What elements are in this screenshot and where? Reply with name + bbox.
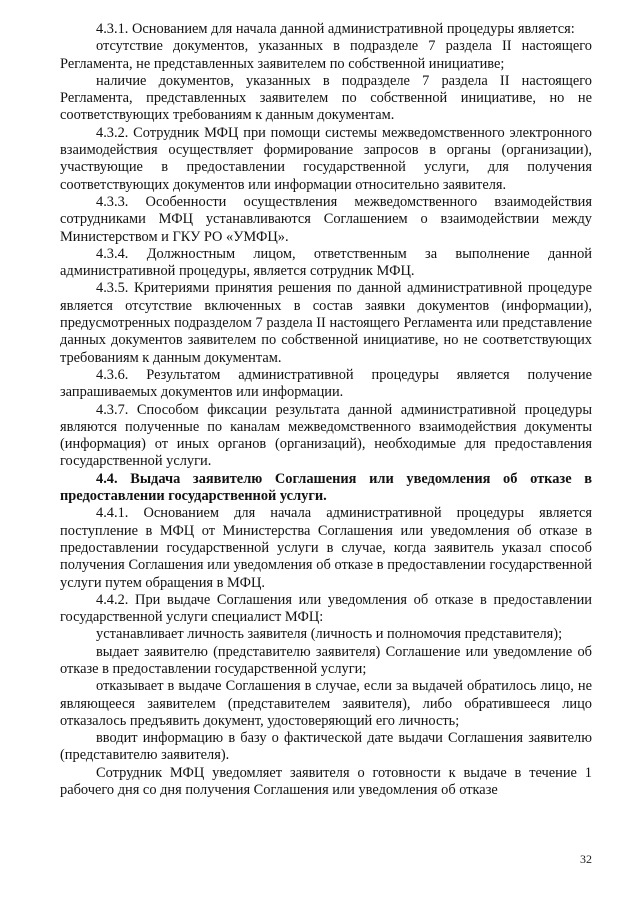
paragraph-4-4-2: 4.4.2. При выдаче Соглашения или уведомления об отказе в предоставлении государственной услуги специалист МФЦ: (60, 591, 592, 626)
paragraph-4-3-5: 4.3.5. Критериями принятия решения по данной административной процедуре является отсутствие включенных в состав заявки документов (информации), предусмотренных подразделом 7 раздела II настоящего Регламента или представление данных документов заявителем по собственной инициативе, но не соответствующих требованиям к данным документам. (60, 280, 592, 366)
document-body (60, 21, 592, 799)
list-item-identify: устанавливает личность заявителя (личность и полномочия представителя); (96, 626, 563, 643)
paragraph-4-3-4: 4.3.4. Должностным лицом, ответственным за выполнение данной административной процедуры, является сотрудник МФЦ. (60, 245, 592, 280)
list-item-absence: отсутствие документов, указанных в подразделе 7 раздела II настоящего Регламента, не представленных заявителем по собственной инициативе; (60, 38, 592, 72)
list-item-refuse: отказывает в выдаче Соглашения в случае, если за выдачей обратилось лицо, не являющееся заявителем (представителем заявителя), либо обратившееся лицо отказалось предъявить документ, удостоверяющий его личность; (60, 678, 592, 729)
paragraph-4-3-3: 4.3.3. Особенности осуществления межведомственного взаимодействия сотрудниками МФЦ устанавливаются Соглашением о взаимодействии между Министерством и ГКУ РО «УМФЦ». (60, 193, 592, 245)
list-item-presence: наличие документов, указанных в подразделе 7 раздела II настоящего Регламента, представленных заявителем по собственной инициативе, но не соответствующих требованиям к данным документам. (60, 72, 592, 124)
paragraph-notify: Сотрудник МФЦ уведомляет заявителя о готовности к выдаче в течение 1 рабочего дня со дня получения Соглашения или уведомления об отказе (60, 764, 592, 799)
paragraph-4-4-1: 4.4.1. Основанием для начала административной процедуры является поступление в МФЦ от Министерства Соглашения или уведомления об отказе в предоставлении государственной услуги в случае, когда заявитель указал способ получения Соглашения или уведомления об отказе в предоставлении государственной услуги путем обращения в МФЦ. (60, 505, 592, 591)
paragraph-4-3-7: 4.3.7. Способом фиксации результата данной административной процедуры являются полученные по каналам межведомственного взаимодействия документы (информация) от иных органов (организаций), необходимые для предоставления государственной услуги. (60, 401, 592, 470)
paragraph-4-3-1: 4.3.1. Основанием для начала данной административной процедуры является: (96, 21, 575, 37)
paragraph-4-3-6: 4.3.6. Результатом административной процедуры является получение запрашиваемых документов или информации. (60, 366, 592, 401)
section-heading-4-4: 4.4. Выдача заявителю Соглашения или уведомления об отказе в предоставлении государственной услуги. (60, 470, 592, 505)
list-item-issue: выдает заявителю (представителю заявителя) Соглашение или уведомление об отказе в предоставлении государственной услуги; (60, 643, 592, 677)
paragraph-4-3-2: 4.3.2. Сотрудник МФЦ при помощи системы межведомственного электронного взаимодействия осуществляет формирование запросов в органы (организации), участвующие в предоставлении государственной услуги, для получения соответствующих документов или информации относительно заявителя. (60, 124, 592, 193)
page-number: 32 (580, 852, 592, 866)
list-item-record-date: вводит информацию в базу о фактической дате выдачи Соглашения заявителю (представителю заявителя). (60, 730, 592, 764)
